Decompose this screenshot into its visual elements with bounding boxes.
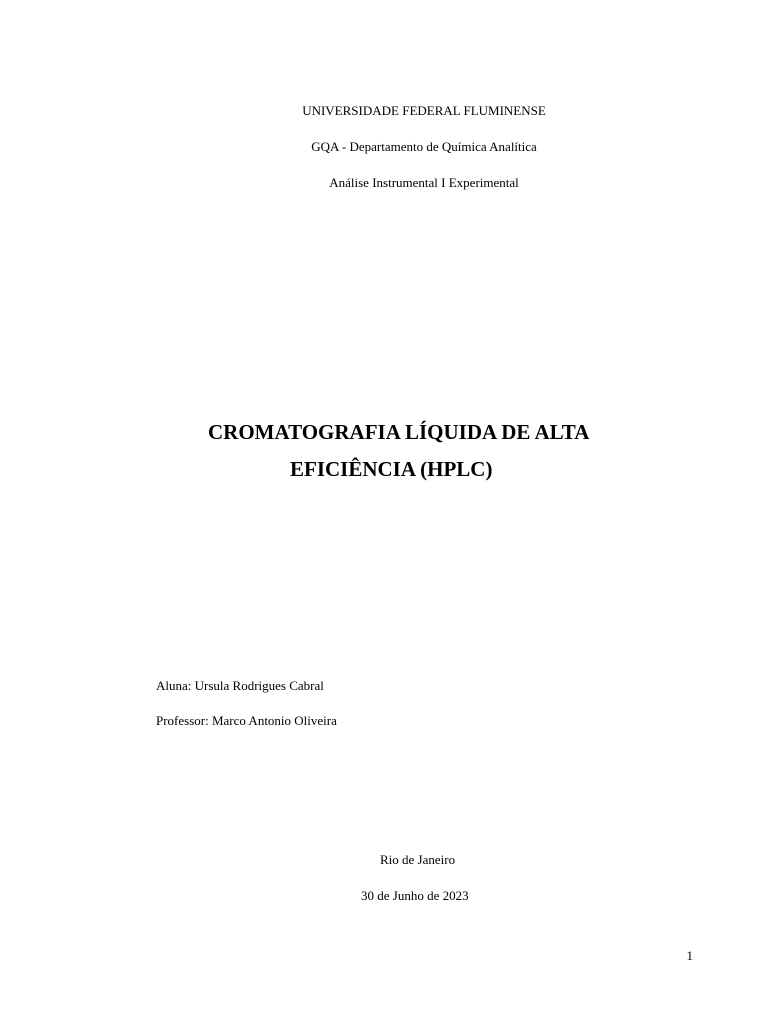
document-title-line-2: EFICIÊNCIA (HPLC) (290, 457, 493, 481)
course-name: Análise Instrumental I Experimental (329, 175, 519, 190)
city-name: Rio de Janeiro (380, 852, 456, 867)
professor-name: Professor: Marco Antonio Oliveira (156, 713, 337, 728)
department-name: GQA - Departamento de Química Analítica (311, 139, 537, 154)
university-name: UNIVERSIDADE FEDERAL FLUMINENSE (302, 103, 546, 118)
document-date: 30 de Junho de 2023 (361, 888, 469, 903)
page-number: 1 (686, 948, 693, 963)
student-name: Aluna: Ursula Rodrigues Cabral (156, 678, 324, 693)
document-title-line-1: CROMATOGRAFIA LÍQUIDA DE ALTA (208, 420, 590, 444)
